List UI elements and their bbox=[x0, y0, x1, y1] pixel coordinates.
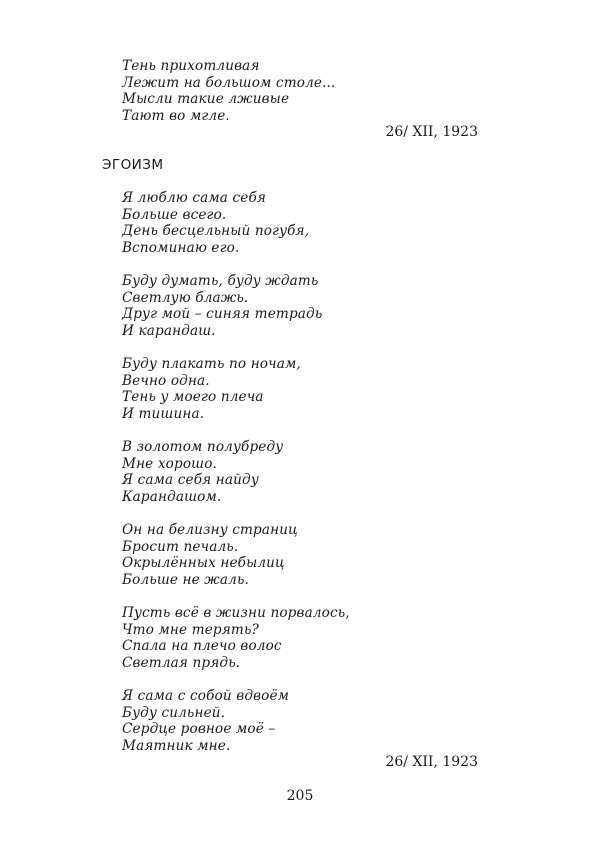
poem-stanza-4 bbox=[122, 439, 283, 505]
verse-line: Что мне терять? bbox=[122, 621, 259, 638]
verse-line: Буду сильней. bbox=[122, 704, 226, 721]
verse-line: Тень у моего плеча bbox=[122, 389, 264, 405]
verse-line: Пусть всё в жизни порвалось, bbox=[122, 605, 350, 621]
verse-line: Светлая прядь. bbox=[122, 654, 241, 671]
verse-line: Вспоминаю его. bbox=[122, 239, 240, 256]
verse-line: Тень прихотливая bbox=[122, 58, 260, 74]
poem-stanza-6 bbox=[122, 605, 350, 671]
verse-line: Тают во мгле. bbox=[122, 107, 230, 124]
prev-poem-date: 26/ XII, 1923 bbox=[385, 124, 478, 140]
verse-line: Сердце ровное моё – bbox=[122, 721, 276, 737]
poem-stanza-7 bbox=[122, 688, 289, 754]
page-number: 205 bbox=[286, 788, 314, 804]
verse-line: И карандаш. bbox=[122, 322, 216, 339]
verse-line: Спала на плечо волос bbox=[122, 638, 282, 654]
verse-line: Друг мой – синяя тетрадь bbox=[122, 306, 323, 322]
verse-line: Мне хорошо. bbox=[122, 455, 218, 472]
poem-title: ЭГОИЗМ bbox=[102, 157, 164, 173]
verse-line: Я сама себя найду bbox=[122, 472, 259, 488]
poem-stanza-5 bbox=[122, 522, 298, 588]
verse-line: Бросит печаль. bbox=[122, 538, 239, 555]
poem-stanza-1 bbox=[122, 190, 309, 256]
verse-line: Лежит на большом столе... bbox=[122, 74, 336, 91]
verse-line: Буду думать, буду ждать bbox=[122, 273, 319, 289]
verse-line: Я люблю сама себя bbox=[122, 190, 267, 206]
poem-date: 26/ XII, 1923 bbox=[385, 754, 478, 770]
verse-line: Я сама с собой вдвоём bbox=[122, 688, 290, 704]
verse-line: Больше не жаль. bbox=[122, 571, 249, 588]
verse-line: Он на белизну страниц bbox=[122, 522, 298, 538]
verse-line: День бесцельный погубя, bbox=[122, 223, 310, 239]
poem-stanza-2 bbox=[122, 273, 322, 339]
verse-line: Карандашом. bbox=[122, 488, 222, 505]
verse-line: И тишина. bbox=[122, 405, 205, 422]
verse-line: Буду плакать по ночам, bbox=[122, 356, 301, 372]
verse-line: Маятник мне. bbox=[122, 737, 231, 754]
verse-line: Вечно одна. bbox=[122, 372, 210, 389]
verse-line: Мысли такие лживые bbox=[122, 91, 290, 107]
verse-line: Светлую блажь. bbox=[122, 289, 249, 306]
verse-line: Больше всего. bbox=[122, 206, 227, 223]
poem-stanza-3 bbox=[122, 356, 301, 422]
prev-poem-stanza bbox=[122, 58, 335, 124]
verse-line: Окрылённых небылиц bbox=[122, 555, 285, 571]
verse-line: В золотом полубреду bbox=[122, 439, 284, 455]
